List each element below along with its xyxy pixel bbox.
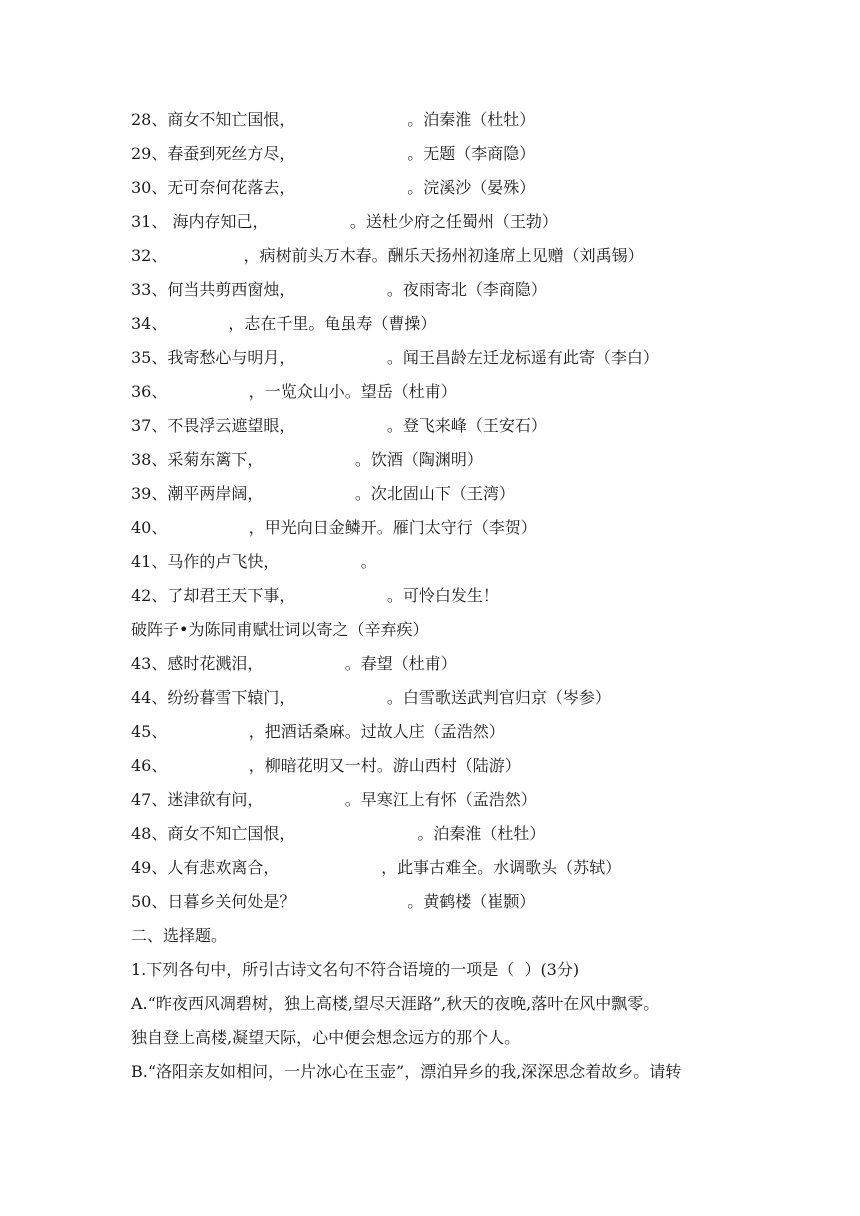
section-heading: 二、选择题。 [131,926,228,945]
question-43: 43、感时花溅泪， 。春望（杜甫） [131,654,457,673]
question-31: 31、 海内存知己， 。送杜少府之任蜀州（王勃） [131,212,558,231]
question-32: 32、 ，病树前头万木春。酬乐天扬州初逢席上见赠（刘禹锡） [131,246,644,265]
question-42: 42、了却君王天下事， 。可怜白发生！ [131,586,499,605]
question-46: 46、 ，柳暗花明又一村。游山西村（陆游） [131,756,521,775]
question-40: 40、 ，甲光向日金鳞开。雁门太守行（李贺） [131,518,537,537]
question-33: 33、何当共剪西窗烛， 。夜雨寄北（李商隐） [131,280,547,299]
question-29: 29、春蚕到死丝方尽， 。无题（李商隐） [131,144,536,163]
question-47: 47、迷津欲有问， 。早寒江上有怀（孟浩然） [131,790,537,809]
option-b: B.“洛阳亲友如相问，一片冰心在玉壶”，漂泊异乡的我,深深思念着故乡。请转 [131,1062,682,1081]
question-44: 44、纷纷暮雪下辕门， 。白雪歌送武判官归京（岑参） [131,688,611,707]
question-42-source: 破阵子•为陈同甫赋壮词以寄之（辛弃疾） [131,620,429,639]
question-38: 38、采菊东篱下， 。饮酒（陶渊明） [131,450,483,469]
question-48: 48、商女不知亡国恨， 。泊秦淮（杜牡） [131,824,546,843]
question-36: 36、 ，一览众山小。望岳（杜甫） [131,382,457,401]
question-45: 45、 ，把酒话桑麻。过故人庄（孟浩然） [131,722,505,741]
option-a-continued: 独自登上高楼,凝望天际，心中便会想念远方的那个人。 [131,1028,521,1047]
question-39: 39、潮平两岸阔， 。次北固山下（王湾） [131,484,515,503]
question-35: 35、我寄愁心与明月， 。闻王昌龄左迁龙标遥有此寄（李白） [131,348,659,367]
choice-question-1: 1.下列各句中，所引古诗文名句不符合语境的一项是（ ）(3分) [131,960,580,979]
question-34: 34、 ，志在千里。龟虽寿（曹操） [131,314,437,333]
question-41: 41、马作的卢飞快， 。 [131,552,377,571]
question-37: 37、不畏浮云遮望眼， 。登飞来峰（王安石） [131,416,547,435]
question-30: 30、无可奈何花落去， 。浣溪沙（晏殊） [131,178,536,197]
question-49: 49、人有悲欢离合， ，此事古难全。水调歌头（苏轼） [131,858,622,877]
option-a: A.“昨夜西风凋碧树，独上高楼,望尽天涯路”,秋天的夜晚,落叶在风中飘零。 [131,994,660,1013]
question-28: 28、商女不知亡国恨， 。泊秦淮（杜牡） [131,110,536,129]
question-50: 50、日暮乡关何处是？ 。黄鹤楼（崔颢） [131,892,536,911]
